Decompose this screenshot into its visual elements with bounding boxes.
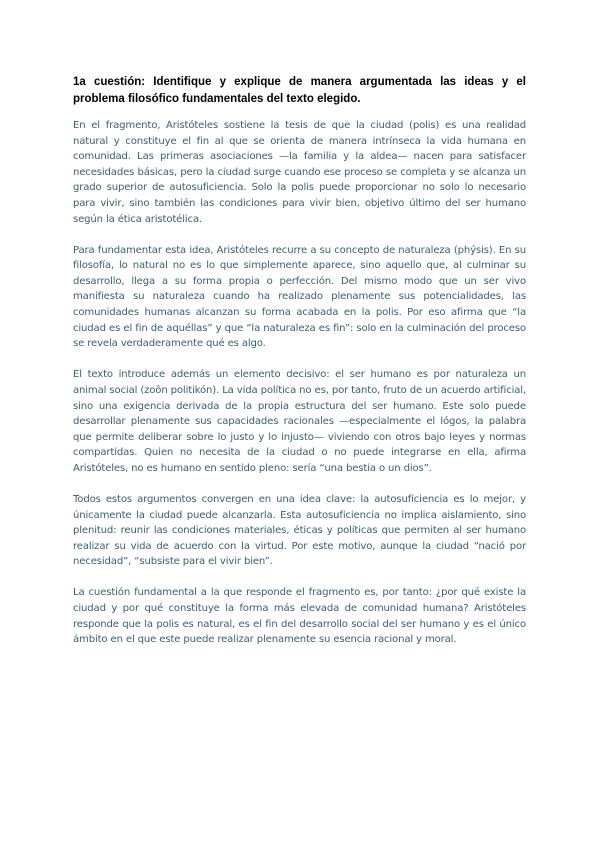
paragraph-thesis: En el fragmento, Aristóteles sostiene la tesis de que la ciudad (polis) es una realidad natural y constituye el fin al que se orienta de manera intrínseca la vida humana en comunidad. Las primeras asociaciones —la familia y la aldea— nacen para satisfacer necesidades básicas, pero la ciudad surge cuando ese proceso se completa y se alcanza un grado superior de autosuficiencia. Solo la polis puede proporcionar no solo lo necesario para vivir, sino también las condiciones para vivir bien, objetivo último del ser humano según la ética aristotélica.: [73, 120, 526, 225]
paragraph-fundamental-question: La cuestión fundamental a la que responde el fragmento es, por tanto: ¿por qué existe la ciudad y por qué constituye la forma más elevada de comunidad humana? Aristóteles responde que la polis es natural, es el fin del desarrollo social del ser humano y es el único ámbito en el que este puede realizar plenamente su esencia racional y moral.: [73, 587, 526, 646]
question-heading: 1a cuestión: Identifique y explique de manera argumentada las ideas y el problema filosófico fundamentales del texto elegido.: [73, 76, 526, 105]
paragraph-self-sufficiency: Todos estos argumentos convergen en una idea clave: la autosuficiencia es lo mejor, y únicamente la ciudad puede alcanzarla. Esta autosuficiencia no implica aislamiento, sino plenitud: reunir las condiciones materiales, éticas y políticas que permiten al ser humano realizar su vida de acuerdo con la virtud. Por este motivo, aunque la ciudad “nació por necesidad”, “subsiste para el vivir bien”.: [73, 493, 526, 568]
document-body: [73, 74, 526, 663]
paragraph-social-animal: El texto introduce además un elemento decisivo: el ser humano es por naturaleza un animal social (zoôn politikón). La vida política no es, por tanto, fruto de un acuerdo artificial, sino una exigencia derivada de la propia estructura del ser humano. Este solo puede desarrollar plenamente sus capacidades racionales —especialmente el lógos, la palabra que permite deliberar sobre lo justo y lo injusto— viviendo con otros bajo leyes y normas compartidas. Quien no necesita de la ciudad o no puede integrarse en ella, afirma Aristóteles, no es humano en sentido pleno: sería “una bestia o un dios”.: [73, 369, 526, 474]
paragraph-nature: Para fundamentar esta idea, Aristóteles recurre a su concepto de naturaleza (phýsis). En su filosofía, lo natural no es lo que simplemente aparece, sino aquello que, al culminar su desarrollo, llega a su forma propia o perfección. Del mismo modo que un ser vivo manifiesta su naturaleza cuando ha realizado plenamente sus potencialidades, las comunidades humanas alcanzan su forma acabada en la polis. Por eso afirma que “la ciudad es el fin de aquéllas” y que “la naturaleza es fin”: solo en la culminación del proceso se revela verdaderamente qué es algo.: [73, 244, 526, 350]
